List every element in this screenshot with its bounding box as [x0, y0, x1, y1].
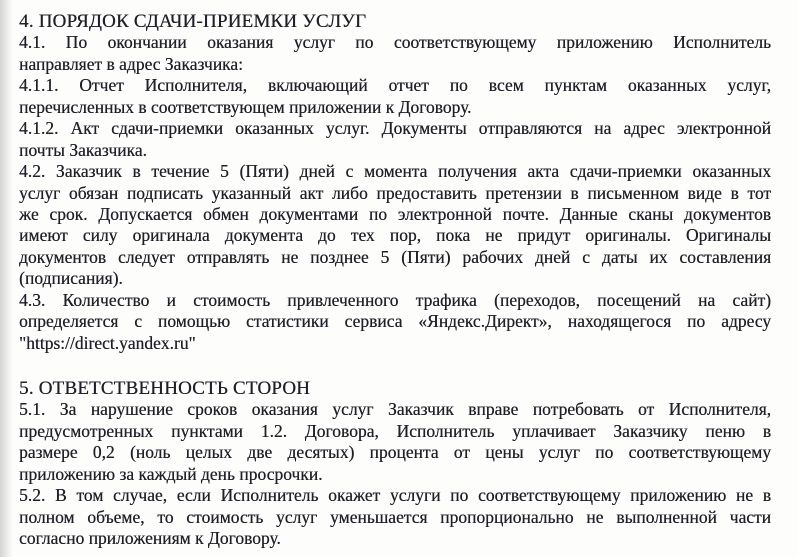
text-line: документов следует отправлять не позднее 5 (Пяти) рабочих дней с даты их составления [19, 246, 771, 267]
text-line: 4.1.2. Акт сдачи-приемки оказанных услуг. Документы отправляются на адрес электронной [19, 118, 771, 139]
section-heading-4: 4. ПОРЯДОК СДАЧИ-ПРИЕМКИ УСЛУГ [19, 11, 367, 32]
text-line: услуг обязан подписать указанный акт либо предоставить претензии в письменном виде в тот [19, 182, 771, 203]
text-line: перечисленных в соответствующем приложении к Договору. [19, 96, 472, 117]
text-line: размере 0,2 (ноль целых две десятых) процента от цены услуг по соответствующему [19, 442, 771, 463]
section-heading-5: 5. ОТВЕТСТВЕННОСТЬ СТОРОН [19, 378, 311, 399]
text-line: 4.3. Количество и стоимость привлеченного трафика (переходов, посещений на сайт) [19, 289, 771, 310]
text-line: предусмотренных пунктами 1.2. Договора, Исполнитель уплачивает Заказчику пеню в [19, 420, 771, 441]
text-line: согласно приложениям к Договору. [19, 528, 281, 549]
text-line: приложению за каждый день просрочки. [19, 463, 323, 484]
text-line: полном объеме, то стоимость услуг уменьшается пропорционально не выполненной части [19, 506, 771, 527]
scan-edge-shadow [0, 0, 15, 557]
text-line: (подписания). [19, 268, 123, 289]
text-line: имеют силу оригинала документа до тех пор, пока не придут оригиналы. Оригиналы [19, 225, 771, 246]
service-url-line: "https://direct.yandex.ru" [19, 332, 196, 353]
document-text-block [19, 11, 771, 550]
section-separator [19, 354, 771, 378]
text-line: же срок. Допускается обмен документами по электронной почте. Данные сканы документов [19, 203, 771, 224]
text-line: 5.2. В том случае, если Исполнитель окажет услуги по соответствующему приложению не в [19, 485, 771, 506]
text-line: 5.1. За нарушение сроков оказания услуг Заказчик вправе потребовать от Исполнителя, [19, 399, 771, 420]
text-line: почты Заказчика. [19, 139, 147, 160]
text-line: 4.1.1. Отчет Исполнителя, включающий отчет по всем пунктам оказанных услуг, [19, 75, 771, 96]
text-line: 4.1. По окончании оказания услуг по соответствующему приложению Исполнитель [19, 32, 771, 53]
text-line: направляет в адрес Заказчика: [19, 53, 243, 74]
text-line: определяется с помощью статистики сервиса «Яндекс.Директ», находящегося по адресу [19, 311, 771, 332]
text-line: 4.2. Заказчик в течение 5 (Пяти) дней с момента получения акта сдачи-приемки оказанных [19, 161, 771, 182]
